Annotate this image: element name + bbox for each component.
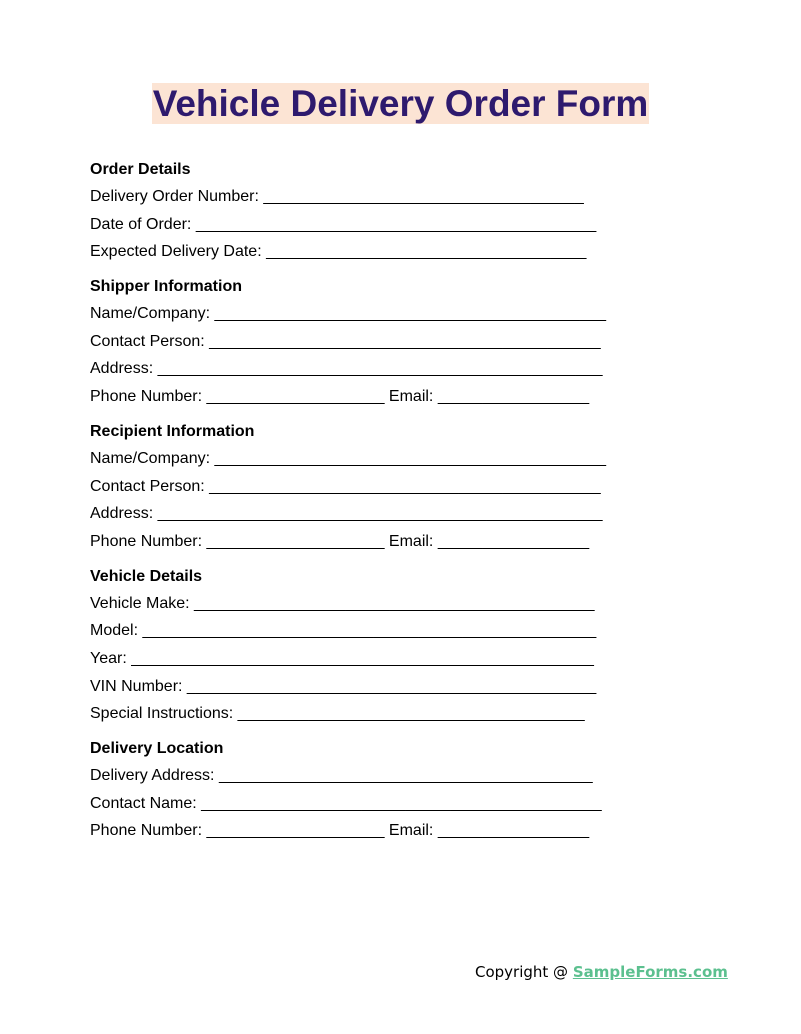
title-wrap <box>0 83 801 124</box>
page-title: Vehicle Delivery Order Form <box>152 83 649 124</box>
section-heading: Order Details <box>90 161 191 178</box>
sampleforms-link[interactable]: SampleForms.com <box>572 963 728 981</box>
field-shipper-phone-email: Phone Number: ____________________ Email: _________________ <box>90 387 590 405</box>
copyright-text: Copyright @ <box>475 963 573 981</box>
section-heading: Delivery Location <box>90 740 224 758</box>
field-contact-name: Contact Name: _____________________________________________ <box>90 794 602 812</box>
field-delivery-phone-email: Phone Number: ____________________ Email: _________________ <box>90 822 590 840</box>
field-shipper-contact-person: Contact Person: ____________________________________________ <box>90 332 601 350</box>
field-delivery-order-number: Delivery Order Number: ____________________________________ <box>90 188 584 205</box>
field-recipient-address: Address: __________________________________________________ <box>90 505 603 523</box>
field-shipper-address: Address: __________________________________________________ <box>90 360 603 378</box>
field-shipper-name-company: Name/Company: ____________________________________________ <box>90 305 607 323</box>
field-vehicle-make: Vehicle Make: _____________________________________________ <box>90 594 595 612</box>
section-vehicle-details <box>90 567 730 724</box>
field-date-of-order: Date of Order: _____________________________________________ <box>90 215 597 233</box>
field-recipient-contact-person: Contact Person: ____________________________________________ <box>90 477 601 495</box>
field-model: Model: ___________________________________________________ <box>90 622 597 640</box>
section-heading: Recipient Information <box>90 422 255 440</box>
field-recipient-phone-email: Phone Number: ____________________ Email: _________________ <box>90 532 590 550</box>
form-body <box>90 160 730 856</box>
field-delivery-address: Delivery Address: __________________________________________ <box>90 767 593 785</box>
field-special-instructions: Special Instructions: _______________________________________ <box>90 705 585 723</box>
section-recipient-information <box>90 422 730 552</box>
section-heading: Vehicle Details <box>90 567 203 585</box>
section-order-details <box>90 160 730 262</box>
section-delivery-location <box>90 739 730 841</box>
section-heading: Shipper Information <box>90 278 242 296</box>
field-recipient-name-company: Name/Company: ____________________________________________ <box>90 449 607 467</box>
footer-copyright <box>475 963 728 981</box>
field-expected-delivery-date: Expected Delivery Date: ____________________________________ <box>90 243 587 261</box>
field-vin-number: VIN Number: ______________________________________________ <box>90 677 597 695</box>
section-shipper-information <box>90 277 730 407</box>
field-year: Year: ____________________________________________________ <box>90 649 594 667</box>
